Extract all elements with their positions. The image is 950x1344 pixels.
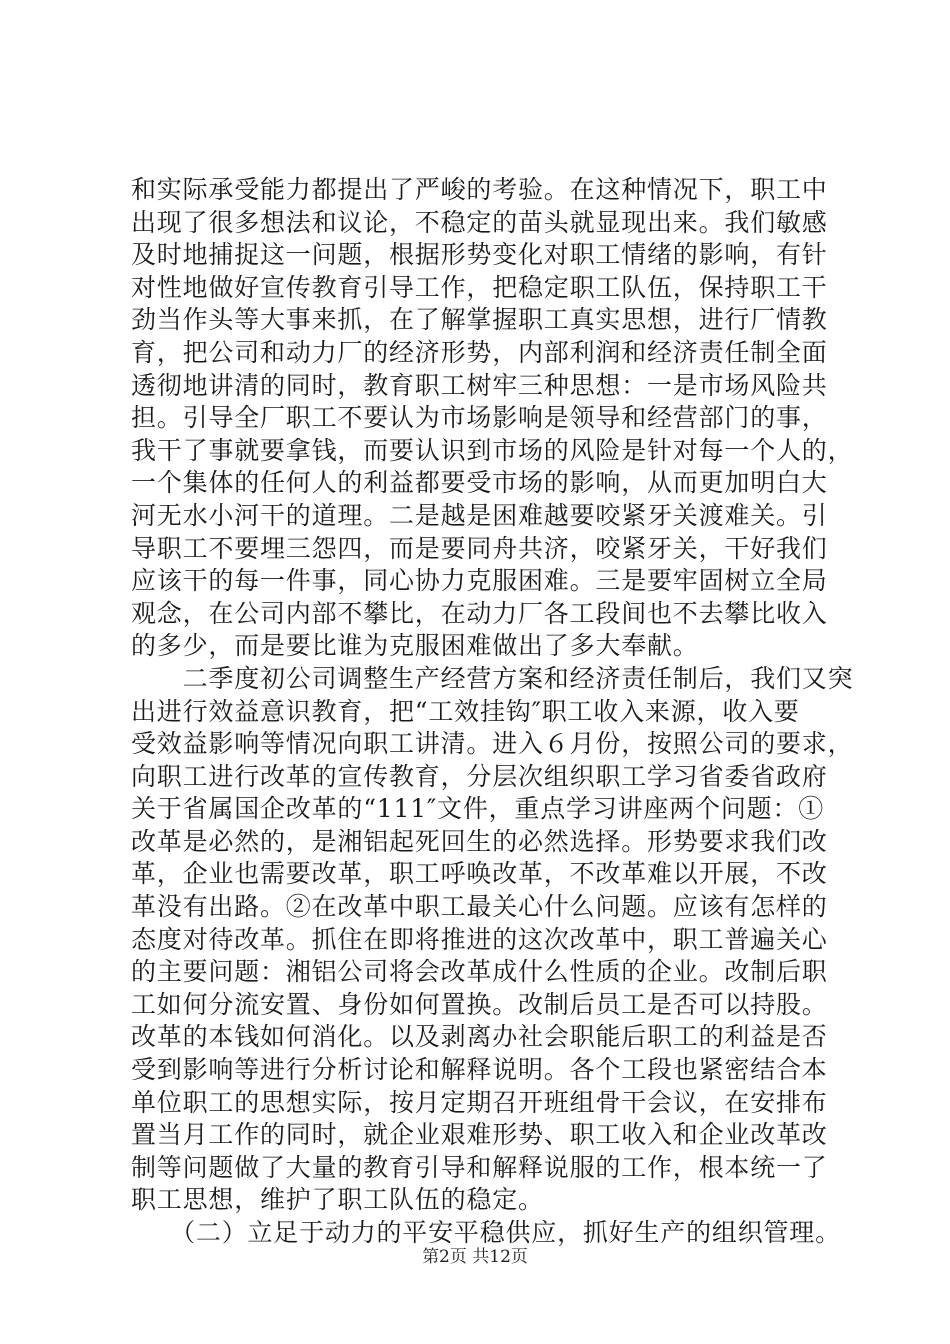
text-line: 导职工不要埋三怨四，而是要同舟共济，咬紧牙关，干好我们	[131, 533, 828, 563]
text-line: 透彻地讲清的同时，教育职工树牢三种思想：一是市场风险共	[131, 370, 828, 400]
text-line: 河无水小河干的道理。二是越是困难越要咬紧牙关渡难关。引	[131, 500, 828, 530]
text-line: 出现了很多想法和议论，不稳定的苗头就显现出来。我们敏感	[131, 207, 828, 237]
text-line: 改革的本钱如何消化。以及剥离办社会职能后职工的利益是否	[131, 1022, 828, 1052]
text-line: 及时地捕捉这一问题，根据形势变化对职工情绪的影响，有针	[131, 240, 828, 270]
text-line: 观念，在公司内部不攀比，在动力厂各工段间也不去攀比收入	[131, 598, 828, 628]
text-line: 和实际承受能力都提出了严峻的考验。在这种情况下，职工中	[131, 175, 828, 204]
text-line: 二季度初公司调整生产经营方案和经济责任制后，我们又突	[131, 663, 854, 693]
text-line: 的多少，而是要比谁为克服困难做出了多大奉献。	[131, 631, 699, 661]
text-line: 我干了事就要拿钱，而要认识到市场的风险是针对每一个人的，	[131, 435, 854, 465]
text-line: 职工思想，维护了职工队伍的稳定。	[131, 1185, 544, 1215]
text-line: 的主要问题：湘铝公司将会改革成什么性质的企业。改制后职	[131, 957, 828, 987]
text-line: 应该干的每一件事，同心协力克服困难。三是要牢固树立全局	[131, 566, 828, 596]
text-line: 革没有出路。②在改革中职工最关心什么问题。应该有怎样的	[131, 892, 828, 922]
text-line: 对性地做好宣传教育引导工作，把稳定职工队伍，保持职工干	[131, 272, 828, 302]
text-line: 出进行效益意识教育，把“工效挂钩″职工收入来源，收入要	[131, 696, 800, 726]
text-line: 关于省属国企改革的“111″文件，重点学习讲座两个问题：①	[131, 794, 825, 824]
text-line: 受效益影响等情况向职工讲清。进入６月份，按照公司的要求，	[131, 729, 854, 759]
text-line: 革，企业也需要改革，职工呼唤改革，不改革难以开展，不改	[131, 859, 828, 889]
body-text	[131, 174, 854, 1250]
text-line: 工如何分流安置、身份如何置换。改制后员工是否可以持股。	[131, 989, 828, 1019]
text-line: 劲当作头等大事来抓，在了解掌握职工真实思想，进行厂情教	[131, 305, 828, 335]
text-line: （二）立足于动力的平安平稳供应，抓好生产的组织管理。	[131, 1218, 841, 1247]
text-line: 担。引导全厂职工不要认为市场影响是领导和经营部门的事，	[131, 403, 828, 433]
text-line: 单位职工的思想实际，按月定期召开班组骨干会议，在安排布	[131, 1087, 828, 1117]
text-line: 受到影响等进行分析讨论和解释说明。各个工段也紧密结合本	[131, 1055, 828, 1085]
text-line: 向职工进行改革的宣传教育，分层次组织职工学习省委省政府	[131, 761, 828, 791]
text-line: 改革是必然的，是湘铝起死回生的必然选择。形势要求我们改	[131, 826, 828, 856]
text-line: 制等问题做了大量的教育引导和解释说服的工作，根本统一了	[131, 1152, 828, 1182]
text-line: 一个集体的任何人的利益都要受市场的影响，从而更加明白大	[131, 468, 828, 498]
text-line: 态度对待改革。抓住在即将推进的这次改革中，职工普遍关心	[131, 924, 828, 954]
page-footer: 第2页 共12页	[422, 1247, 528, 1267]
text-line: 育，把公司和动力厂的经济形势，内部利润和经济责任制全面	[131, 337, 828, 367]
text-line: 置当月工作的同时，就企业艰难形势、职工收入和企业改革改	[131, 1120, 828, 1150]
